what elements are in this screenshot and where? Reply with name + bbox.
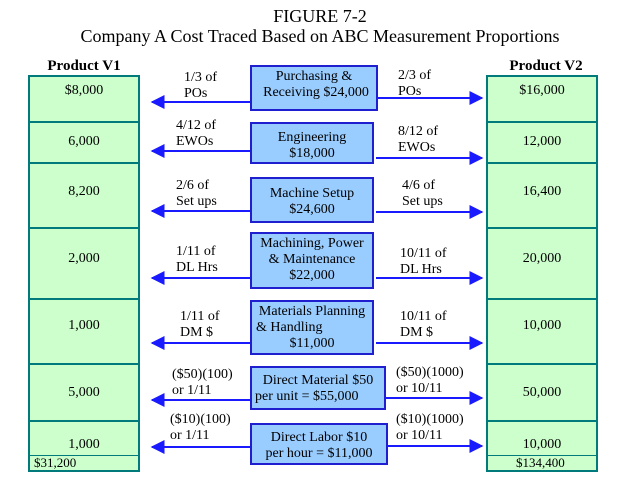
frac-left-direct-labor-line1: ($10)(100) — [170, 412, 231, 427]
v2-value-direct-labor: 10,000 — [522, 437, 562, 452]
frac-left-engineering-line1: 4/12 of — [176, 118, 217, 133]
frac-left-direct-labor — [170, 412, 231, 444]
pool-engineering-line2: $18,000 — [289, 146, 335, 161]
pool-materials-planning-handling — [250, 300, 374, 355]
frac-right-purchasing-line2: POs — [398, 84, 422, 99]
frac-right-machine-setup-line2: Set ups — [402, 194, 443, 209]
v2-value-machining: 20,000 — [522, 251, 562, 266]
pool-materials-line3: $11,000 — [289, 336, 335, 351]
frac-left-engineering — [176, 118, 216, 150]
frac-left-materials-line2: DM $ — [180, 325, 214, 340]
frac-left-machine-setup-line2: Set ups — [176, 194, 217, 209]
frac-left-direct-labor-line2: or 1/11 — [170, 428, 210, 443]
pool-materials-line1: Materials Planning — [258, 304, 366, 319]
frac-right-direct-labor-line2: or 10/11 — [396, 428, 443, 443]
v1-value-direct-material: 5,000 — [68, 385, 100, 400]
v2-total: $134,400 — [486, 455, 598, 472]
frac-left-machining-line1: 1/11 of — [176, 244, 216, 259]
pool-engineering-line1: Engineering — [277, 130, 347, 145]
pool-purchasing-line1: Purchasing & — [275, 69, 353, 84]
frac-right-machining — [400, 246, 447, 278]
frac-right-direct-material — [396, 365, 464, 397]
frac-right-materials-line1: 10/11 of — [400, 309, 447, 324]
frac-right-purchasing-line1: 2/3 of — [398, 68, 432, 83]
v2-value-machine-setup: 16,400 — [522, 184, 562, 199]
figure-title: Company A Cost Traced Based on ABC Measurement Proportions — [80, 26, 560, 46]
pool-direct-material-line1: Direct Material $50 — [262, 373, 374, 388]
pool-direct-labor — [250, 423, 388, 465]
frac-left-purchasing-line1: 1/3 of — [184, 70, 218, 85]
pool-engineering — [250, 122, 374, 164]
frac-right-materials-line2: DM $ — [400, 325, 434, 340]
product-v1-header: Product V1 — [47, 58, 121, 74]
pool-machine-setup-line1: Machine Setup — [269, 186, 355, 201]
v1-value-machine-setup: 8,200 — [68, 184, 100, 199]
frac-left-materials-line1: 1/11 of — [180, 309, 220, 324]
pool-direct-labor-line2: per hour = $11,000 — [265, 446, 373, 461]
pool-direct-material — [250, 366, 386, 410]
frac-right-machining-line2: DL Hrs — [400, 262, 442, 277]
pool-machining-line1: Machining, Power — [260, 236, 364, 251]
frac-right-machining-line1: 10/11 of — [400, 246, 447, 261]
pool-materials-line2: & Handling — [256, 320, 323, 335]
frac-left-machine-setup — [176, 178, 217, 210]
frac-right-direct-labor-line1: ($10)(1000) — [396, 412, 464, 427]
frac-right-materials-planning — [400, 309, 447, 341]
v1-value-direct-labor: 1,000 — [68, 437, 100, 452]
frac-right-direct-material-line2: or 10/11 — [396, 381, 443, 396]
frac-left-purchasing-line2: POs — [184, 86, 208, 101]
v1-value-materials-planning: 1,000 — [68, 318, 100, 333]
frac-left-purchasing — [184, 70, 217, 102]
pool-machine-setup-line2: $24,600 — [289, 202, 335, 217]
figure-label: FIGURE 7-2 — [273, 6, 367, 26]
v1-value-engineering: 6,000 — [68, 134, 100, 149]
frac-right-direct-material-line1: ($50)(1000) — [396, 365, 464, 380]
frac-right-machine-setup — [402, 178, 443, 210]
frac-left-direct-material — [172, 367, 233, 399]
v2-value-engineering: 12,000 — [522, 134, 562, 149]
frac-right-engineering-line1: 8/12 of — [398, 124, 439, 139]
frac-left-engineering-line2: EWOs — [176, 134, 214, 149]
pool-machining-power-maintenance — [250, 232, 374, 289]
frac-right-engineering-line2: EWOs — [398, 140, 436, 155]
v2-value-materials-planning: 10,000 — [522, 318, 562, 333]
frac-left-materials-planning — [180, 309, 220, 341]
v1-total: $31,200 — [28, 455, 140, 472]
frac-right-machine-setup-line1: 4/6 of — [402, 178, 436, 193]
pool-direct-material-line2: per unit = $55,000 — [255, 389, 359, 404]
frac-left-machine-setup-line1: 2/6 of — [176, 178, 210, 193]
frac-right-purchasing — [398, 68, 431, 100]
pool-machine-setup — [250, 177, 374, 223]
frac-right-engineering — [398, 124, 438, 156]
v1-value-purchasing: $8,000 — [64, 83, 104, 98]
frac-left-machining-line2: DL Hrs — [176, 260, 218, 275]
frac-left-machining — [176, 244, 218, 276]
v2-value-direct-material: 50,000 — [522, 385, 562, 400]
frac-left-direct-material-line1: ($50)(100) — [172, 367, 233, 382]
pool-purchasing-line2: Receiving $24,000 — [263, 85, 369, 100]
v2-value-purchasing: $16,000 — [519, 83, 565, 98]
pool-machining-line3: $22,000 — [289, 268, 335, 283]
pool-direct-labor-line1: Direct Labor $10 — [270, 430, 368, 445]
product-v2-header: Product V2 — [509, 58, 583, 74]
v1-value-machining: 2,000 — [68, 251, 100, 266]
pool-machining-line2: & Maintenance — [268, 252, 356, 267]
frac-right-direct-labor — [396, 412, 464, 444]
pool-purchasing-receiving — [250, 65, 378, 111]
frac-left-direct-material-line2: or 1/11 — [172, 383, 212, 398]
